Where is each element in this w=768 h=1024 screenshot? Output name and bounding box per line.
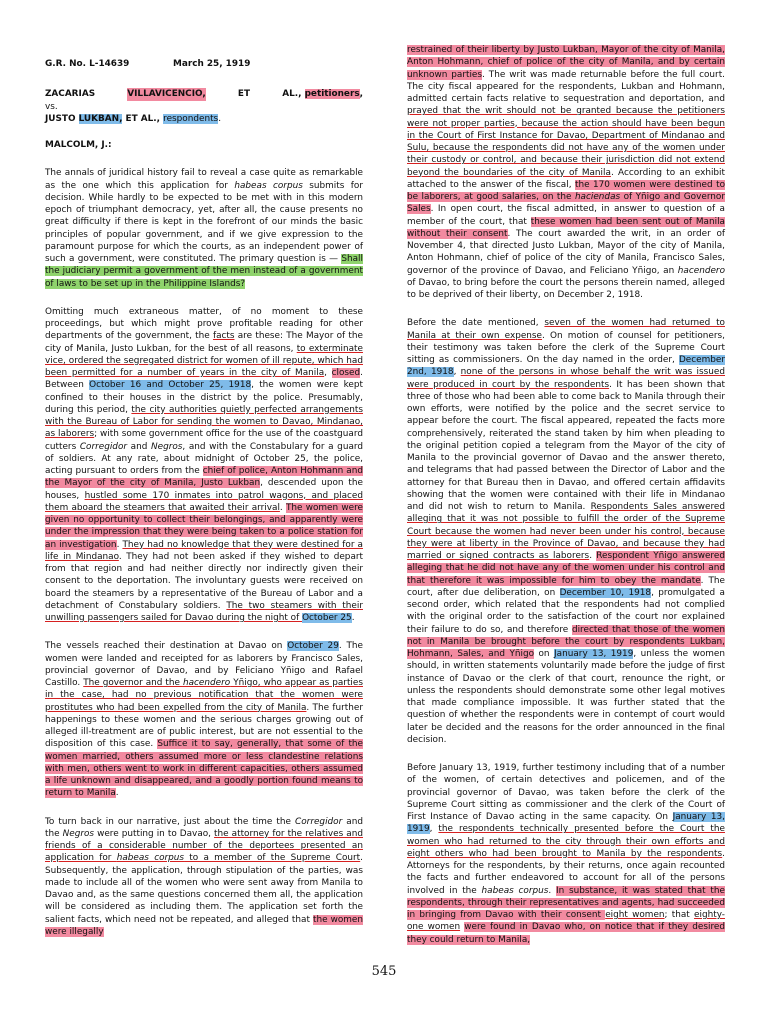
paragraph-4: To turn back in our narrative, just about the time the Corregidor and the Negros were putting in to Davao, the attorney for the relatives and friends of a considerable number of the deportees presented an application for habeas corpus to a member of the Supreme Court. Subsequently, the application, through stipulation of the parties, was made to include all of the women who were sent away from Manila to Davao and, as the same questions concerned them all, the application will be considered as including them. The application set forth the salient facts, which need not be repeated, and alleged that the women were illegally (45, 816, 364, 937)
petitioner-line: ZACARIAS VILLAVICENCIO, ET AL., petitioners, (45, 89, 363, 100)
decision-date: March 25, 1919 (173, 59, 251, 69)
petitioner-last-name: VILLAVICENCIO, (127, 89, 206, 100)
case-header (45, 58, 363, 70)
versus-line: vs. (45, 101, 58, 112)
author-line: MALCOLM, J.: (45, 140, 112, 150)
respondent-last-name: LUKBAN, (78, 113, 123, 124)
paragraph-3: The vessels reached their destination at Davao on October 29. The women were landed and receipted for as laborers by Francisco Sales, provincial governor of Davao, and by Feliciano Yñigo and Rafael Castillo. The governor and the hacendero Yñigo, who appear as parties in the case, had no previous notification that the women were prostitutes who had been expelled from the city of Manila. The further happenings to these women and the serious charges growing out of alleged ill-treatment are of public interest, but are not essential to the disposition of this case. Suffice it to say, generally, that some of the women married, others assumed more or less clandestine relations with men, others went to work in different capacities, others assumed a life unknown and disappeared, and a goodly portion found means to return to Manila. (45, 641, 364, 799)
et-al-text: ET AL., (125, 113, 161, 124)
petitioner-first-name: ZACARIAS (45, 89, 96, 100)
paragraph-1: The annals of juridical history fail to reveal a case quite as remarkable as the one which this application for habeas corpus submits for decision. While hardly to be expected to be met with in this modern epoch of triumphant democracy, yet, after all, the cause presents no great difficulty if there is kept in the forefront of our minds the basic principles of popular government, and if we give expression to the paramount purpose for which the courts, as an independent power of such a government, were constituted. The primary question is — Shall the judiciary permit a government of the men instead of a government of laws to be set up in the Philippine Islands? (45, 168, 363, 289)
gr-number: G.R. No. L-14639 (45, 59, 130, 69)
et-text: ET (237, 89, 251, 100)
respondent-line: JUSTO LUKBAN, ET AL., respondents. (45, 113, 222, 124)
paragraph-2: Omitting much extraneous matter, of no moment to these proceedings, but which might prove profitable reading for other departments of the government, the facts are these: The Mayor of the city of Manila, Justo Lukban, for the best of all reasons, to exterminate vice, ordered the segregated district for women of ill repute, which had been permitted for a number of years in the city of Manila, closed. Between October 16 and October 25, 1918, the women were kept confined to their houses in the district by the police. Presumably, during this period, the city authorities quietly perfected arrangements with the Bureau of Labor for sending the women to Davao, Mindanao, as laborers; with some government office for the use of the coastguard cutters Corregidor and Negros, and with the Constabulary for a guard of soldiers. At any rate, about midnight of October 25, the police, acting pursuant to orders from the chief of police, Anton Hohmann and the Mayor of the city of Manila, Justo Lukban, descended upon the houses, hustled some 170 inmates into patrol wagons, and placed them aboard the steamers that awaited their arrival. The women were given no opportunity to collect their belongings, and apparently were under the impression that they were being taken to a police station for an investigation. They had no knowledge that they were destined for a life in Mindanao. They had not been asked if they wished to depart from that region and had neither directly nor indirectly given their consent to the deportation. The involuntary guests were received on board the steamers by a representative of the Bureau of Labor and a detachment of Constabulary soldiers. The two steamers with their unwilling passengers sailed for Davao during the night of October 25. (45, 306, 364, 623)
paragraph-6: Before the date mentioned, seven of the women had returned to Manila at their own expense. On motion of counsel for petitioners, their testimony was taken before the clerk of the Supreme Court sitting as commissioners. On the day named in the order, December 2nd, 1918, none of the persons in whose behalf the writ was issued were produced in court by the respondents. It has been shown that three of those who had been able to come back to Manila through their own efforts, were notified by the police and the secret service to appear before the court. The fiscal appeared, repeated the facts more comprehensively, reiterated the stand taken by him when pleading to the original petition copied a telegram from the Mayor of the city of Manila to the provincial governor of Davao and the answer thereto, and telegrams that had passed between the Director of Labor and the attorney for that Bureau then in Davao, and offered certain affidavits showing that the women were contained with their life in Mindanao and did not wish to return to Manila. Respondents Sales answered alleging that it was not possible to fulfill the order of the Supreme Court because the women had never been under his control, because they were at liberty in the Province of Davao, and because they had married or signed contracts as laborers. Respondent Yñigo answered alleging that he did not have any of the women under his control and that therefore it was impossible for him to obey the mandate. The court, after due deliberation, on December 10, 1918, promulgated a second order, which related that the respondents had not complied with the original order to the satisfaction of the court nor explained their failure to do so, and therefore directed that those of the women not in Manila be brought before the court by respondents Lukban, Hohmann, Sales, and Yñigo on January 13, 1919, unless the women should, in written statements voluntarily made before the judge of first instance of Davao or the clerk of that court, renounce the right, or unless the respondents should demonstrate some other legal motives that made compliance impossible. It was further stated that the question of whether the respondents were in contempt of court would later be decided and the reasons for the order announced in the final decision. (407, 318, 725, 745)
paragraph-5: restrained of their liberty by Justo Lukban, Mayor of the city of Manila, Anton Hohmann, chief of police of the city of Manila, and by certain unknown parties. The writ was made returnable before the full court. The city fiscal appeared for the respondents, Lukban and Hohmann, admitted certain facts relative to sequestration and deportation, and prayed that the writ should not be granted because the petitioners were not proper parties, because the action should have been begun in the Court of First Instance for Davao, Department of Mindanao and Sulu, because the respondents did not have any of the women under their custody or control, and because their jurisdiction did not extend beyond the boundaries of the city of Manila. According to an exhibit attached to the answer of the fiscal, the 170 women were destined to be laborers, at good salaries, on the haciendas of Yñigo and Governor Sales. In open court, the fiscal admitted, in answer to question of a member of the court, that these women had been sent out of Manila without their consent. The court awarded the writ, in an order of November 4, that directed Justo Lukban, Mayor of the city of Manila, Anton Hohmann, chief of police of the city of Manila, Francisco Sales, governor of the province of Davao, and Feliciano Yñigo, an hacendero of Davao, to bring before the court the persons therein named, alleged to be deprived of their liberty, on December 2, 1918. (407, 45, 726, 300)
left-column (45, 58, 363, 954)
respondent-first-name: JUSTO (45, 113, 76, 124)
primary-question-highlight: Shall the judiciary permit a government of the men instead of a government of laws to be set up in the Philippine Islands? (45, 254, 363, 289)
respondents-label: respondents (163, 113, 219, 124)
paragraph-7: Before January 13, 1919, further testimony including that of a number of the women, of certain detectives and policemen, and of the provincial governor of Davao, was taken before the clerk of the Supreme Court sitting as commissioner and the clerk of the Court of First Instance of Davao acting in the same capacity. On January 13, 1919, the respondents technically presented before the Court the women who had returned to the city through their own efforts and eight others who had been brought to Manila by the respondents. Attorneys for the respondents, by their returns, once again recounted the facts and further endeavored to account for all of the persons involved in the habeas corpus. In substance, it was stated that the respondents, through their representatives and agents, had succeeded in bringing from Davao with their consent eight women; that eighty-one women were found in Davao who, on notice that if they desired they could return to Manila, (407, 763, 725, 945)
al-text: AL., (282, 89, 302, 100)
case-parties (45, 88, 363, 125)
right-column (407, 44, 725, 962)
page-number: 545 (371, 964, 397, 979)
petitioners-label: petitioners (304, 89, 360, 100)
